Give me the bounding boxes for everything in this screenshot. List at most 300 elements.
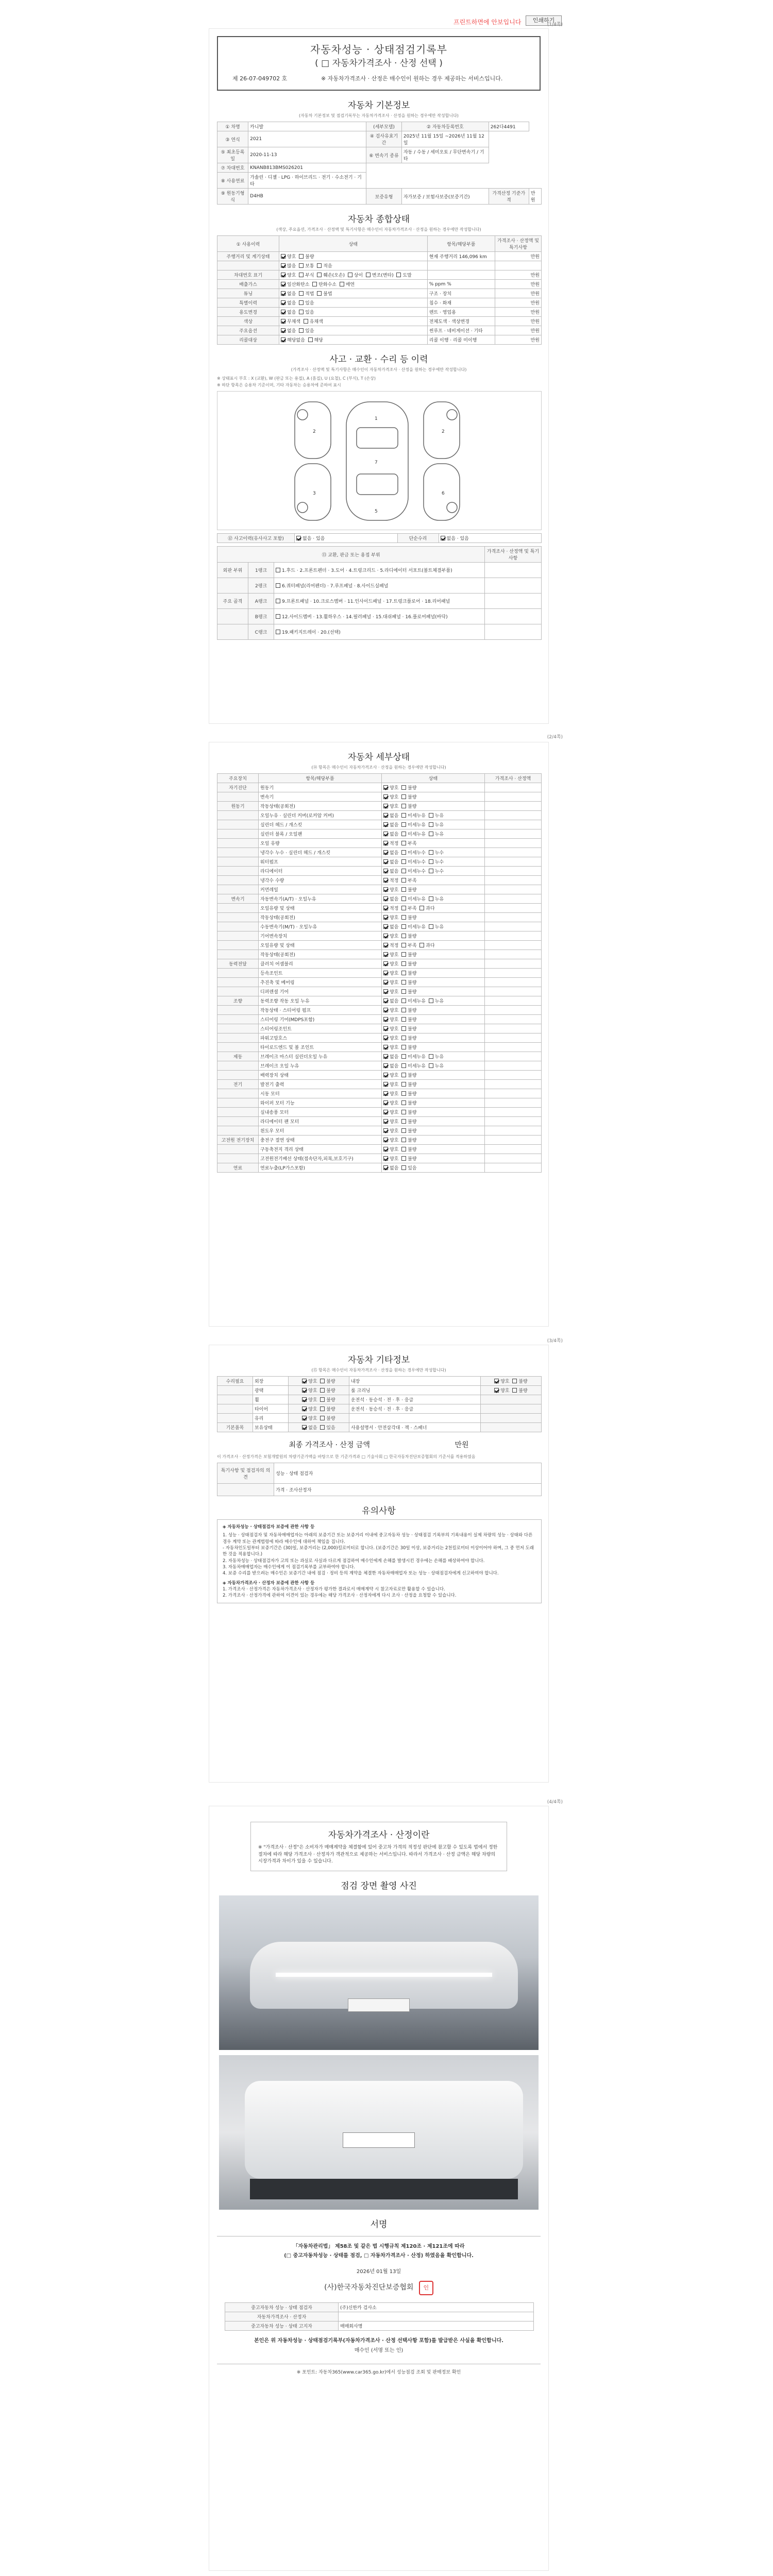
detail-state: [382, 1052, 485, 1061]
option-label: 있음: [305, 310, 314, 315]
other-cell: [217, 1404, 253, 1414]
detail-item: 자동변속기(A/T) · 오일누유: [259, 894, 382, 904]
other-table: [217, 1376, 542, 1432]
signature-company: (사)한국자동차진단보증협회 인: [217, 2281, 541, 2295]
checkbox: [401, 998, 406, 1003]
detail-item: 냉각수 누수 · 실린더 헤드 / 개스킷: [259, 848, 382, 857]
option-label: 불량: [408, 1008, 417, 1013]
other-row: [217, 1404, 542, 1414]
accident-title: 사고 · 교환 · 수리 등 이력: [329, 354, 428, 365]
other-cell: 타이어: [253, 1404, 288, 1414]
basic-cell: 자동 / 수동 / 세미오토 / 무단변속기 / 기타: [401, 147, 489, 163]
detail-price: [485, 1043, 542, 1052]
summary-state: [279, 252, 428, 261]
basic-cell: ① 차명: [217, 122, 248, 131]
checkbox: [281, 291, 285, 296]
summary-label: 색상: [217, 317, 279, 326]
detail-title: 자동차 세부상태: [347, 752, 410, 762]
basic-cell: 보증유형: [366, 189, 402, 205]
sig-row-1-value: (주)신한카 검사소: [339, 2302, 534, 2312]
checkbox: [281, 273, 285, 277]
basic-cell: 카니발: [248, 122, 366, 131]
detail-state: [382, 1126, 485, 1136]
rank-group: [217, 578, 248, 594]
option-label: 없음: [390, 860, 399, 865]
rank-price: [485, 594, 542, 609]
basic-cell: ⑨ 원동기형식: [217, 189, 248, 205]
other-cell: [288, 1423, 349, 1432]
detail-state: [382, 876, 485, 885]
option-label: 없음: [390, 869, 399, 874]
option-label: 과다: [426, 943, 435, 948]
note-line: 4. 보증 수리를 받으려는 매수인은 보증기간 내에 점검 · 정비 등의 계약을 체결한 자동차매매업자 또는 성능 · 상태점검자에게 신고하여야 합니다.: [223, 1571, 499, 1577]
summary-label: 배출가스: [217, 280, 279, 289]
option-label: 누수: [434, 860, 444, 865]
option-label: 불량: [518, 1379, 528, 1384]
option-label: 양호: [390, 990, 399, 995]
option-label: 부족: [408, 906, 417, 911]
other-cell: 외장: [253, 1377, 288, 1386]
summary-price: 만원: [495, 270, 542, 280]
detail-item: 작동상태(공회전): [259, 950, 382, 959]
option-label: 양호: [390, 1073, 399, 1078]
option-label: 없음: [390, 1166, 399, 1171]
svg-text:5: 5: [375, 509, 378, 514]
checkbox: [429, 850, 433, 855]
detail-row: [217, 848, 542, 857]
basic-cell: ③ 연식: [217, 131, 248, 147]
summary-detail: [427, 261, 495, 270]
top-bar: [0, 0, 773, 31]
detail-group: 전기: [217, 1080, 259, 1089]
checkbox: [401, 1100, 406, 1105]
option-label: 적음: [323, 264, 332, 269]
option-label: 적법: [305, 292, 314, 297]
checkbox: [429, 822, 433, 827]
detail-price: [485, 1163, 542, 1173]
detail-state: [382, 950, 485, 959]
checkbox: [383, 841, 388, 845]
option-label: 불량: [408, 1092, 417, 1097]
detail-state: [382, 1024, 485, 1033]
detail-item: 작동상태(공회전): [259, 913, 382, 922]
detail-price: [485, 811, 542, 820]
other-cell: 내장: [349, 1377, 480, 1386]
detail-header: 가격조사 · 산정액: [485, 774, 542, 783]
checkbox: [383, 1045, 388, 1049]
option-label: 불량: [408, 990, 417, 995]
note-line: 2. 자동차성능 · 상태점검자가 고의 또는 과실로 사실과 다르게 점검하여 매수인에게 손해를 발생시킨 경우에는 손해를 배상하여야 합니다.: [223, 1558, 485, 1564]
detail-price: [485, 857, 542, 867]
option-label: 불량: [408, 916, 417, 921]
basic-cell: KNANB813BMS026201: [248, 163, 366, 173]
signature-title: 서명: [370, 2219, 388, 2230]
option-label: 불량: [408, 1027, 417, 1032]
summary-row: [217, 317, 542, 326]
option-label: 해당: [314, 338, 323, 343]
rank-price: [485, 563, 542, 578]
option-label: 적정: [390, 906, 399, 911]
detail-state: [382, 931, 485, 941]
checkbox: [383, 998, 388, 1003]
basic-cell: ② 자동차등록번호: [401, 122, 489, 131]
checkbox: [308, 337, 313, 342]
detail-row: [217, 922, 542, 931]
other-cell: 광택: [253, 1386, 288, 1395]
checkbox: [317, 291, 322, 296]
option-label: 불량: [408, 795, 417, 800]
detail-state: [382, 802, 485, 811]
svg-text:2: 2: [442, 429, 445, 434]
checkbox: [401, 943, 406, 947]
checkbox: [401, 1119, 406, 1124]
detail-state: [382, 829, 485, 839]
checkbox: [383, 934, 388, 938]
option-label: 양호: [390, 1147, 399, 1153]
checkbox: [401, 1054, 406, 1059]
detail-group: 변속기: [217, 894, 259, 904]
option-label: 불량: [408, 934, 417, 939]
detail-price: [485, 1108, 542, 1117]
checkbox: [383, 989, 388, 994]
summary-row: [217, 280, 542, 289]
note-line: 3. 자동차매매업자는 매수인에게 이 점검기록부를 교부하여야 합니다.: [223, 1564, 355, 1570]
option-label: 누유: [434, 832, 444, 837]
option-label: 상이: [354, 273, 363, 278]
option-label: 양호: [308, 1407, 317, 1412]
option-label: 불량: [305, 255, 314, 260]
detail-row: [217, 904, 542, 913]
option-label: 양호: [308, 1398, 317, 1403]
option-label: 불량: [326, 1416, 335, 1421]
basic-info-title: 자동차 기본정보: [347, 100, 410, 111]
checkbox: [320, 1425, 325, 1430]
option-label: 양호: [390, 1157, 399, 1162]
detail-state: [382, 820, 485, 829]
detail-price: [485, 820, 542, 829]
detail-price: [485, 1015, 542, 1024]
detail-price: [485, 876, 542, 885]
detail-group: [217, 839, 259, 848]
checkbox: [383, 1063, 388, 1068]
checkbox: [401, 1156, 406, 1161]
other-cell: [480, 1414, 541, 1423]
summary-price: 만원: [495, 308, 542, 317]
detail-row: [217, 1126, 542, 1136]
checkbox: [429, 998, 433, 1003]
other-row: [217, 1414, 542, 1423]
option-label: 미세누유: [408, 823, 426, 828]
checkbox: [383, 952, 388, 957]
checkbox: [401, 1082, 406, 1087]
detail-item: 오일 유량: [259, 839, 382, 848]
checkbox: [401, 785, 406, 790]
detail-row: [217, 894, 542, 904]
detail-row: [217, 1163, 542, 1173]
other-cell: 유리: [253, 1414, 288, 1423]
option-label: 불량: [326, 1407, 335, 1412]
detail-group: [217, 950, 259, 959]
basic-cell: (세부모델): [366, 122, 402, 131]
checkbox: [383, 980, 388, 985]
option-label: 양호: [390, 1045, 399, 1050]
option-label: 도말: [402, 273, 412, 278]
option-label: 양호: [390, 1036, 399, 1041]
option-label: 미세누유: [408, 814, 426, 819]
checkbox: [320, 1416, 325, 1420]
checkbox: [383, 1036, 388, 1040]
detail-group: [217, 1098, 259, 1108]
notes-title: 유의사항: [362, 1506, 396, 1516]
detail-row: [217, 978, 542, 987]
detail-item: 추진축 및 베어링: [259, 978, 382, 987]
option-label: 불량: [326, 1379, 335, 1384]
checkbox: [281, 282, 285, 286]
detail-item: 연료누출(LP가스포함): [259, 1163, 382, 1173]
other-cell: 보유상태: [253, 1423, 288, 1432]
notes-lines: [223, 1532, 536, 1599]
summary-price: 만원: [495, 289, 542, 298]
checkbox: [383, 924, 388, 929]
checkbox: [383, 832, 388, 836]
option-label: 불량: [408, 953, 417, 958]
detail-row: [217, 802, 542, 811]
option-label: 양호: [390, 1018, 399, 1023]
page-number: (2/4쪽): [547, 735, 563, 740]
option-label: 있음: [326, 1426, 335, 1431]
other-cell: [480, 1404, 541, 1414]
detail-state: [382, 1108, 485, 1117]
detail-item: 브레이크 오일 누유: [259, 1061, 382, 1071]
checkbox: [512, 1379, 517, 1383]
rank-parts: 9.프론트패널 · 10.크로스멤버 · 11.인사이드패널 · 17.트렁크플로어 · 18.리어패널: [274, 594, 485, 609]
detail-price: [485, 1117, 542, 1126]
option-label: 양호: [308, 1388, 317, 1394]
detail-group: 자기진단: [217, 783, 259, 792]
detail-group: [217, 1043, 259, 1052]
page-4: [209, 1806, 549, 2571]
detail-item: 워터펌프: [259, 857, 382, 867]
detail-price: [485, 1098, 542, 1108]
detail-state: [382, 1098, 485, 1108]
detail-row: [217, 1136, 542, 1145]
option-label: 양호: [308, 1416, 317, 1421]
detail-row: [217, 1015, 542, 1024]
detail-price: [485, 839, 542, 848]
checkbox: [494, 1379, 499, 1383]
option-label: 없음: [287, 292, 296, 297]
option-label: 없음: [287, 310, 296, 315]
detail-state: [382, 783, 485, 792]
other-cell: 기본품목: [217, 1423, 253, 1432]
option-label: 없음: [390, 1064, 399, 1069]
detail-item: 수동변속기(M/T) · 오일누유: [259, 922, 382, 931]
checkbox: [304, 319, 308, 324]
checkbox: [401, 952, 406, 957]
detail-header: 주요장치: [217, 774, 259, 783]
option-label: 양호: [308, 1379, 317, 1384]
option-label: 누유: [434, 814, 444, 819]
promo-title: 자동차가격조사 · 산정이란: [328, 1830, 430, 1840]
rank-row: [217, 578, 542, 594]
option-label: 불량: [408, 1120, 417, 1125]
detail-group: 제동: [217, 1052, 259, 1061]
option-label: 일산화탄소: [287, 282, 310, 287]
detail-item: 파워고압호스: [259, 1033, 382, 1043]
detail-state: [382, 969, 485, 978]
option-label: 미세누유: [408, 925, 426, 930]
checkbox: [383, 1138, 388, 1142]
detail-group: [217, 941, 259, 950]
checkbox: [302, 1406, 307, 1411]
checkbox: [401, 869, 406, 873]
report-subtitle: ( □ 자동차가격조사 · 산정 선택 ): [315, 58, 443, 69]
option-label: 불량: [408, 980, 417, 986]
basic-row: [217, 173, 542, 189]
checkbox: [494, 1388, 499, 1393]
basic-cell: 가솔린 · 디젤 · LPG · 하이브리드 · 전기 · 수소전기 · 기타: [248, 173, 366, 189]
detail-price: [485, 1071, 542, 1080]
detail-row: [217, 987, 542, 996]
summary-detail: [427, 270, 495, 280]
checkbox: [401, 813, 406, 818]
detail-item: 작동상태 · 스티어링 펌프: [259, 1006, 382, 1015]
sig-row-1-label: 중고자동차 성능 · 상태 점검자: [225, 2302, 339, 2312]
other-cell: [217, 1414, 253, 1423]
detail-item: 오일유량 및 상태: [259, 941, 382, 950]
option-label: 양호: [390, 953, 399, 958]
summary-label: [217, 261, 279, 270]
summary-state: [279, 335, 428, 345]
other-cell: 수리필요: [217, 1377, 253, 1386]
rank-row: [217, 624, 542, 640]
summary-label: 차대번호 표기: [217, 270, 279, 280]
checkbox: [383, 1082, 388, 1087]
detail-price: [485, 904, 542, 913]
summary-label: 용도변경: [217, 308, 279, 317]
summary-price: 만원: [495, 298, 542, 308]
option-label: 불량: [408, 804, 417, 809]
report-title-box: [217, 36, 541, 91]
checkbox: [383, 1156, 388, 1161]
detail-group: 동력전달: [217, 959, 259, 969]
summary-detail: 구조 · 장치: [427, 289, 495, 298]
detail-state: [382, 1089, 485, 1098]
option-label: 있음: [305, 329, 314, 334]
option-label: 양호: [390, 1129, 399, 1134]
checkbox: [429, 1063, 433, 1068]
option-label: 많음: [287, 264, 296, 269]
option-label: 누유: [434, 1064, 444, 1069]
rank-row: [217, 563, 542, 578]
option-label: 불법: [323, 292, 332, 297]
checkbox: [320, 1379, 325, 1383]
checkbox: [317, 273, 322, 277]
detail-price: [485, 894, 542, 904]
detail-price: [485, 885, 542, 894]
checkbox: [317, 263, 322, 268]
summary-detail: 리콜 이행 · 리콜 미이행: [427, 335, 495, 345]
option-label: 양호: [390, 1110, 399, 1115]
final-price-label: 가격 · 조사산정자: [274, 1484, 542, 1496]
final-ins-label: 특기사항 및 점검자의 의견: [217, 1463, 274, 1484]
other-cell: 룸 크리닝: [349, 1386, 480, 1395]
detail-group: [217, 969, 259, 978]
detail-row: [217, 1145, 542, 1154]
option-label: 불량: [326, 1398, 335, 1403]
detail-row: [217, 1071, 542, 1080]
option-label: 적정: [390, 943, 399, 948]
detail-state: [382, 1061, 485, 1071]
detail-price: [485, 969, 542, 978]
checkbox: [401, 934, 406, 938]
detail-group: [217, 792, 259, 802]
detail-row: [217, 913, 542, 922]
option-label: 변조(변타): [372, 273, 394, 278]
checkbox: [401, 971, 406, 975]
detail-group: [217, 820, 259, 829]
detail-row: [217, 867, 542, 876]
detail-item: 고전원전기배선 상태(접속단자,피복,보호기구): [259, 1154, 382, 1163]
option-label: 없음: [390, 1055, 399, 1060]
detail-state: [382, 941, 485, 950]
detail-row: [217, 1154, 542, 1163]
print-button[interactable]: 인쇄하기: [526, 15, 562, 26]
option-label: 누유: [434, 999, 444, 1004]
other-cell: [480, 1395, 541, 1404]
report-number: 제 26-07-049702 호: [232, 75, 288, 82]
checkbox: [401, 1165, 406, 1170]
checkbox: [383, 906, 388, 910]
promo-text: ※ "가격조사 · 산정"은 소비자가 매매계약을 체결함에 있어 중고차 가격의 적정성 판단에 참고할 수 있도록 법에서 정한 절차에 따라 해당 가격조사 · 산정자가 객관적으로 제공하는 서비스입니다. 따라서 가격조사 · 산정 금액은 해당 차량의 시장가격과 차이가 있을 수 있습니다.: [258, 1845, 498, 1864]
checkbox: [401, 841, 406, 845]
detail-row: [217, 1052, 542, 1061]
detail-price: [485, 1126, 542, 1136]
detail-row: [217, 829, 542, 839]
summary-state: [279, 308, 428, 317]
other-cell: [288, 1386, 349, 1395]
option-label: 불량: [408, 1073, 417, 1078]
page-number: (4/4쪽): [547, 1800, 563, 1805]
option-label: 양호: [390, 934, 399, 939]
option-label: 불량: [408, 1110, 417, 1115]
detail-price: [485, 802, 542, 811]
detail-row: [217, 1061, 542, 1071]
detail-group: [217, 978, 259, 987]
rank-group: [217, 609, 248, 624]
basic-info-subtitle: (자동차 기본정보 및 점검기록부는 자동차가격조사 · 산정을 원하는 경우에만 작성합니다): [299, 113, 459, 118]
checkbox: [302, 1379, 307, 1383]
checkbox: [401, 906, 406, 910]
other-cell: [288, 1395, 349, 1404]
detail-row: [217, 820, 542, 829]
detail-group: [217, 1033, 259, 1043]
other-cell: 운전석 · 동승석 · 전 · 후 · 응급: [349, 1404, 480, 1414]
option-label: 양호: [390, 971, 399, 976]
detail-price: [485, 1052, 542, 1061]
detail-state: [382, 1043, 485, 1052]
detail-price: [485, 1136, 542, 1145]
checkbox: [383, 859, 388, 864]
footer-note: ※ 포인트: 자동차365(www.car365.go.kr)에서 성능점검 조회 및 판매정보 확인: [217, 2364, 541, 2375]
checkbox: [340, 282, 344, 286]
option-label: 양호: [287, 255, 296, 260]
detail-header: 상태: [382, 774, 485, 783]
detail-state: [382, 811, 485, 820]
detail-price: [485, 950, 542, 959]
detail-state: [382, 904, 485, 913]
detail-item: 시동 모터: [259, 1089, 382, 1098]
